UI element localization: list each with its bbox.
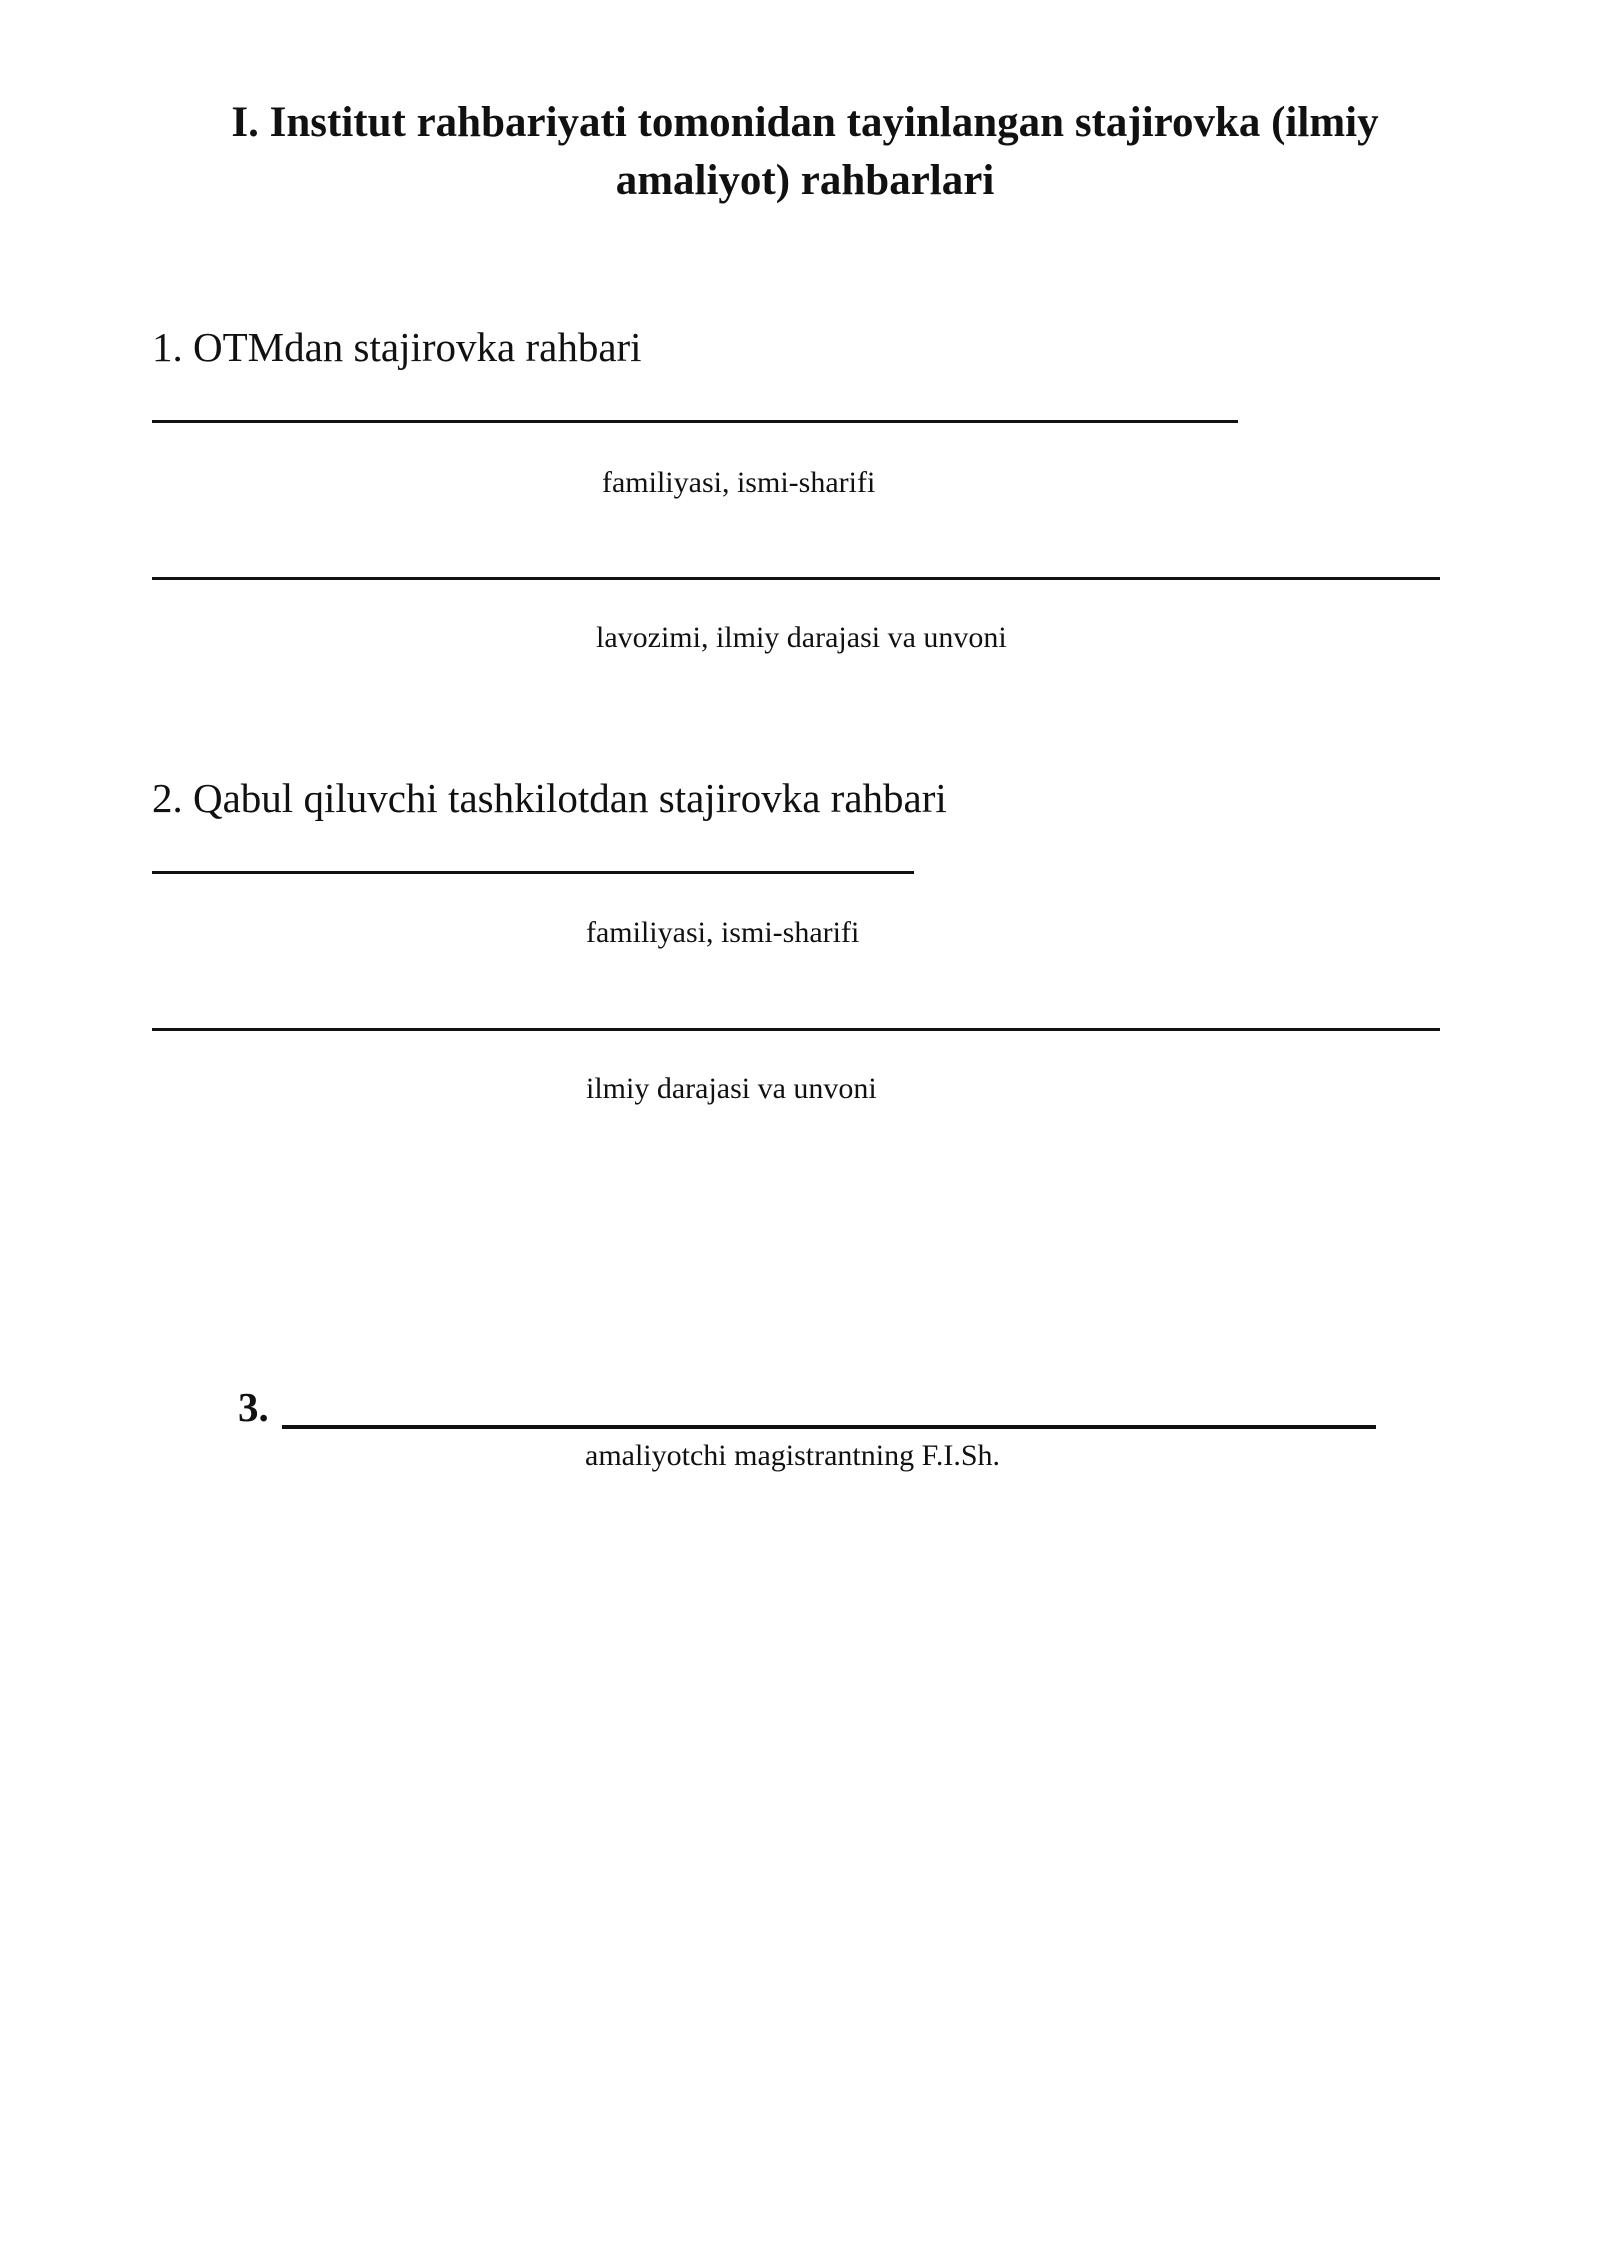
section-2-heading: 2. Qabul qiluvchi tashkilotdan stajirovka rahbari xyxy=(152,775,947,821)
section-2-name-caption: familiyasi, ismi-sharifi xyxy=(586,916,860,949)
section-1-name-line xyxy=(152,420,1238,423)
section-1-position-line xyxy=(152,577,1440,580)
document-title: I. Institut rahbariyati tomonidan tayinlangan stajirovka (ilmiy amaliyot) rahbarlari xyxy=(231,99,1379,204)
section-1-heading: 1. OTMdan stajirovka rahbari xyxy=(152,324,642,370)
section-2-degree-caption: ilmiy darajasi va unvoni xyxy=(586,1072,877,1105)
section-3-caption: amaliyotchi magistrantning F.I.Sh. xyxy=(585,1439,1001,1472)
section-1-position-caption: lavozimi, ilmiy darajasi va unvoni xyxy=(596,621,1007,654)
section-3-number: 3. xyxy=(238,1384,269,1430)
section-1-name-caption: familiyasi, ismi-sharifi xyxy=(602,466,876,499)
section-2-name-line xyxy=(152,871,914,874)
section-2-degree-line xyxy=(152,1028,1440,1031)
section-3-line xyxy=(282,1425,1376,1429)
